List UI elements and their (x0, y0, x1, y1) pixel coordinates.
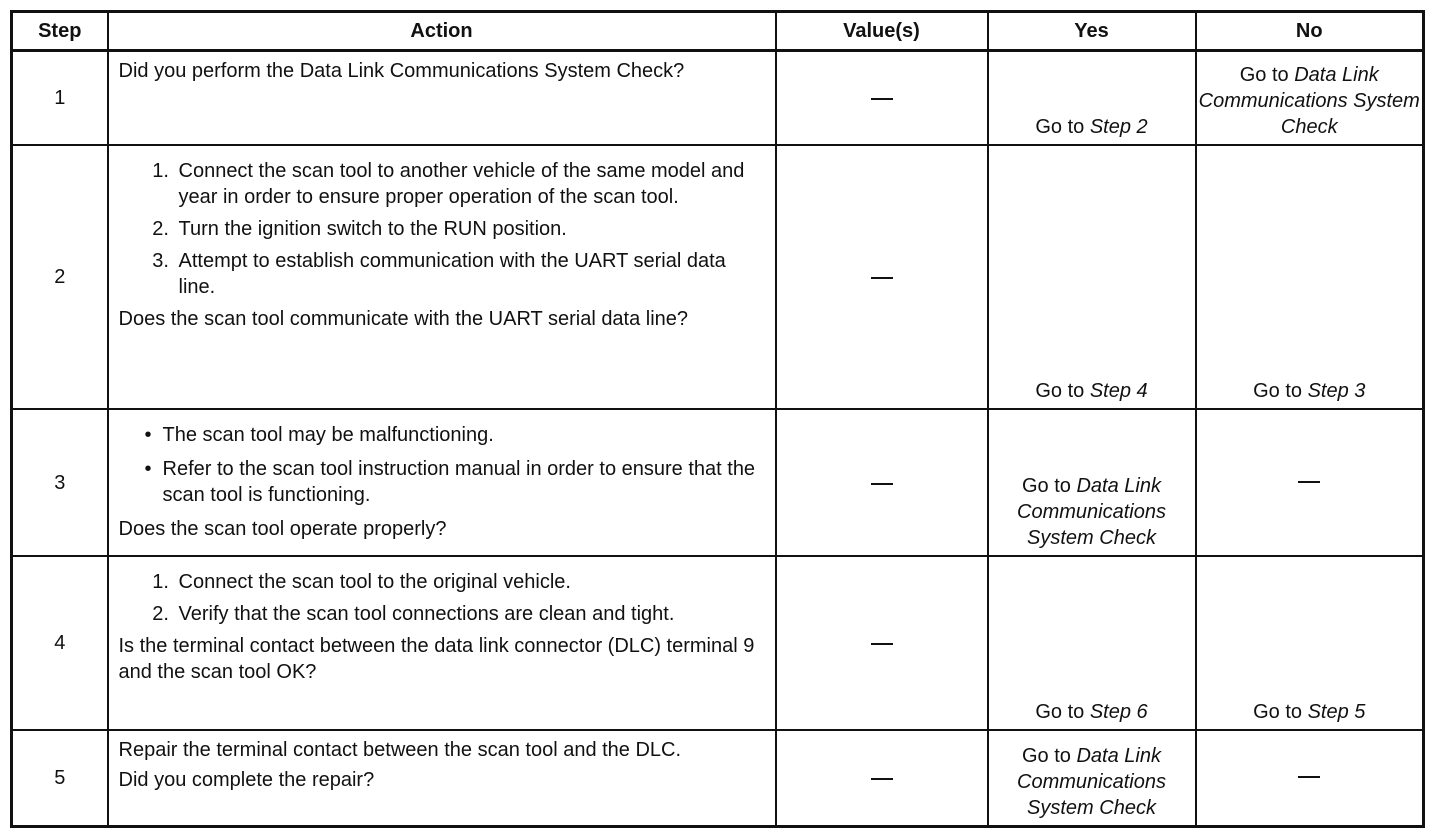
action-text: Did you perform the Data Link Communications System Check? (118, 60, 685, 82)
yes-prefix: Go to (1035, 380, 1085, 403)
action-cell (108, 145, 776, 409)
numbered-steps (119, 569, 763, 627)
action-question: Is the terminal contact between the data link connector (DLC) terminal 9 and the scan tool OK? (118, 635, 755, 684)
empty-value-dash (871, 277, 893, 279)
step-number: 5 (12, 730, 108, 827)
yes-prefix: Go to (1035, 116, 1085, 139)
action-cell (108, 51, 776, 146)
step-number: 3 (12, 409, 108, 556)
list-item: 3. Attempt to establish communication with the UART serial data line. (175, 248, 763, 300)
value-cell (776, 51, 988, 146)
empty-value-dash (871, 778, 893, 780)
yes-reference: Step 6 (1089, 700, 1148, 723)
numbered-steps (119, 158, 763, 300)
list-item: • Refer to the scan tool instruction manual in order to ensure that the scan tool is functioning. (163, 456, 763, 508)
empty-value-dash (871, 643, 893, 645)
empty-value-dash (871, 98, 893, 100)
no-cell (1196, 730, 1424, 827)
no-reference: Step 3 (1307, 380, 1366, 403)
header-action: Action (108, 12, 776, 51)
step-number: 4 (12, 556, 108, 729)
list-item: 2. Turn the ignition switch to the RUN position. (175, 216, 763, 242)
table-row (12, 51, 1424, 146)
yes-prefix: Go to (1022, 745, 1071, 767)
list-item: 1. Connect the scan tool to another vehicle of the same model and year in order to ensure proper operation of the scan tool. (175, 158, 763, 210)
table-row (12, 409, 1424, 556)
table-row (12, 556, 1424, 729)
yes-cell (988, 409, 1196, 556)
action-cell (108, 730, 776, 827)
step-number: 1 (12, 51, 108, 146)
header-row (12, 12, 1424, 51)
step-number: 2 (12, 145, 108, 409)
action-cell (108, 556, 776, 729)
header-no: No (1196, 12, 1424, 51)
no-cell (1196, 409, 1424, 556)
yes-prefix: Go to (1022, 475, 1071, 498)
value-cell (776, 409, 988, 556)
empty-value-dash (871, 483, 893, 485)
yes-cell (988, 556, 1196, 729)
action-question: Does the scan tool communicate with the UART serial data line? (118, 308, 689, 331)
value-cell (776, 145, 988, 409)
empty-no-dash (1298, 776, 1320, 778)
diagnostic-table (10, 10, 1425, 828)
action-text: Repair the terminal contact between the scan tool and the DLC. (118, 738, 682, 761)
no-cell (1196, 556, 1424, 729)
action-question: Does the scan tool operate properly? (118, 518, 447, 541)
bullet-list (119, 422, 763, 508)
action-cell (108, 409, 776, 556)
no-prefix: Go to (1253, 380, 1303, 403)
yes-reference: Data Link Communications System Check (1017, 475, 1166, 550)
list-item: • The scan tool may be malfunctioning. (163, 422, 763, 448)
yes-cell (988, 145, 1196, 409)
yes-reference: Step 2 (1089, 116, 1148, 139)
yes-reference: Data Link Communications System Check (1017, 745, 1166, 819)
no-reference: Data Link Communications System Check (1198, 64, 1420, 139)
empty-no-dash (1298, 481, 1320, 483)
action-question: Did you complete the repair? (118, 768, 375, 791)
table-row (12, 145, 1424, 409)
yes-reference: Step 4 (1089, 380, 1148, 403)
table-row (12, 730, 1424, 827)
no-prefix: Go to (1239, 64, 1289, 87)
no-cell (1196, 145, 1424, 409)
list-item: 2. Verify that the scan tool connections are clean and tight. (175, 601, 763, 627)
list-item: 1. Connect the scan tool to the original vehicle. (175, 569, 763, 595)
value-cell (776, 556, 988, 729)
no-cell (1196, 51, 1424, 146)
header-yes: Yes (988, 12, 1196, 51)
header-step: Step (12, 12, 108, 51)
yes-prefix: Go to (1035, 700, 1085, 723)
value-cell (776, 730, 988, 827)
no-reference: Step 5 (1307, 700, 1366, 723)
header-values: Value(s) (776, 12, 988, 51)
yes-cell (988, 51, 1196, 146)
no-prefix: Go to (1253, 700, 1303, 723)
yes-cell (988, 730, 1196, 827)
